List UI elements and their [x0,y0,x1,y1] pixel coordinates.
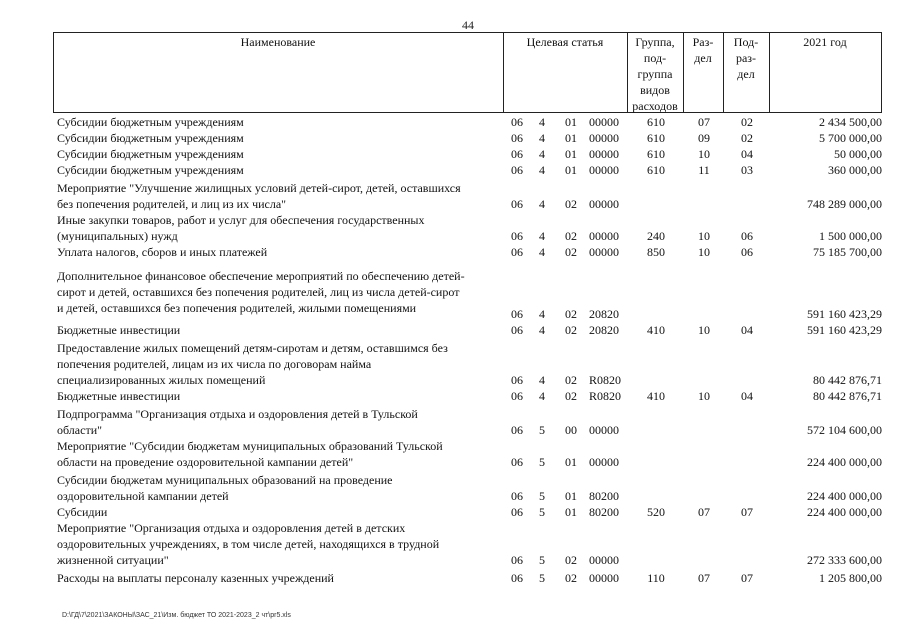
row-b: 4 [539,245,545,259]
row-a: 06 [511,423,523,437]
row-sec: 09 [698,131,710,145]
row-c: 01 [565,505,577,519]
row-c: 02 [565,553,577,567]
row-name [57,322,503,338]
row-grp: 110 [647,571,665,585]
row-name-line: Субсидии [57,505,108,519]
row-a: 06 [511,571,523,585]
row-a: 06 [511,489,523,503]
row-d: 00000 [589,115,619,129]
table-row [53,146,882,162]
row-a: 06 [511,197,523,211]
row-d: 00000 [589,423,619,437]
row-grp [629,340,683,392]
row-d: 00000 [589,571,619,585]
row-grp: 520 [647,505,665,519]
row-b: 5 [539,553,545,567]
row-grp: 610 [647,163,665,177]
table-top-border [53,32,882,33]
table-row [53,520,882,568]
row-sub [725,268,769,326]
row-grp: 410 [647,389,665,403]
row-name-line: оздоровительной кампании детей [57,489,229,503]
row-name-line: Иные закупки товаров, работ и услуг для обеспечения государственных [57,213,425,227]
row-grp [629,268,683,326]
row-sub [725,340,769,392]
row-amt: 1 500 000,00 [819,229,882,243]
table-row [53,114,882,130]
header-subsection: Под- раз- дел [733,35,759,81]
row-b: 4 [539,197,545,211]
row-d: 20820 [589,307,619,321]
row-name-line: области" [57,423,103,437]
row-name-line: области на проведение оздоровительной кампании детей" [57,455,354,469]
row-sub: 07 [741,505,753,519]
row-amt: 272 333 600,00 [807,553,882,567]
row-b: 4 [539,147,545,161]
row-sec: 10 [698,389,710,403]
row-b: 4 [539,163,545,177]
row-name [57,212,503,244]
row-name [57,520,503,568]
row-d: 00000 [589,147,619,161]
row-d: R0820 [589,373,622,387]
table-row [53,388,882,404]
header-name: Наименование [240,35,316,49]
row-name [57,406,503,438]
header-year: 2021 год [803,35,847,49]
page-number: 44 [462,18,474,32]
row-amt: 80 442 876,71 [813,389,882,403]
table-row [53,472,882,504]
row-name [57,570,503,586]
row-c: 01 [565,163,577,177]
row-d: 80200 [589,489,619,503]
header-section: Раз- дел [692,35,714,65]
row-name-line: (муниципальных) нужд [57,229,178,243]
row-amt: 591 160 423,29 [807,323,882,337]
row-name [57,388,503,404]
row-name-line: Бюджетные инвестиции [57,323,181,337]
row-grp: 610 [647,147,665,161]
row-d: 20820 [589,323,619,337]
row-name [57,146,503,162]
row-a: 06 [511,245,523,259]
row-name [57,162,503,178]
row-a: 06 [511,389,523,403]
row-sub: 06 [741,245,753,259]
row-name-line: специализированных жилых помещений [57,373,266,387]
row-sub [725,438,769,470]
row-name-line: Субсидии бюджетным учреждениям [57,147,244,161]
row-sec: 10 [698,147,710,161]
table-row [53,406,882,438]
row-grp: 610 [647,131,665,145]
row-sec [685,406,723,438]
row-sub: 04 [741,147,753,161]
row-sec: 10 [698,229,710,243]
row-name-line: оздоровительных учреждениях, в том числе детей, находящихся в трудной [57,537,440,551]
row-b: 4 [539,307,545,321]
row-name-line: Бюджетные инвестиции [57,389,181,403]
row-c: 01 [565,115,577,129]
row-name [57,268,503,322]
row-sec [685,268,723,326]
row-name-line: Дополнительное финансовое обеспечение мероприятий по обеспечению детей- [57,269,465,283]
row-name-line: Мероприятие "Организация отдыха и оздоровления детей в детских [57,521,406,535]
row-d: 00000 [589,553,619,567]
row-d: 00000 [589,163,619,177]
row-d: 00000 [589,229,619,243]
row-sec [685,472,723,504]
table-row [53,180,882,212]
row-name [57,130,503,146]
row-name-line: жизненной ситуации" [57,553,169,567]
row-amt: 748 289 000,00 [807,197,882,211]
row-name [57,504,503,520]
row-c: 02 [565,571,577,585]
row-sub: 07 [741,571,753,585]
row-amt: 2 434 500,00 [819,115,882,129]
row-sec: 07 [698,115,710,129]
row-name-line: Субсидии бюджетам муниципальных образований на проведение [57,473,393,487]
file-path-footer: D:\ГД\7\2021\ЗАКОНЫ\ЗАС_21\Изм. бюджет ТО 2021-2023_2 чт\pr5.xls [62,612,291,619]
row-c: 02 [565,229,577,243]
row-name-line: Мероприятие "Улучшение жилищных условий детей-сирот, детей, оставшихся [57,181,461,195]
row-b: 4 [539,323,545,337]
row-b: 4 [539,229,545,243]
row-amt: 50 000,00 [834,147,882,161]
row-b: 4 [539,115,545,129]
row-name-line: Уплата налогов, сборов и иных платежей [57,245,268,259]
row-a: 06 [511,553,523,567]
row-sec: 10 [698,323,710,337]
row-name-line: Субсидии бюджетным учреждениям [57,163,244,177]
row-c: 01 [565,489,577,503]
row-a: 06 [511,373,523,387]
row-name-line: и детей, оставшихся без попечения родителей, жилыми помещениями [57,301,417,315]
row-c: 01 [565,455,577,469]
row-sub: 06 [741,229,753,243]
row-c: 02 [565,373,577,387]
row-name [57,438,503,470]
row-name-line: Подпрограмма "Организация отдыха и оздоровления детей в Тульской [57,407,418,421]
row-name-line: Мероприятие "Субсидии бюджетам муниципальных образований Тульской [57,439,443,453]
header-group: Группа, под- группа видов расходов [632,35,678,113]
row-name [57,244,503,260]
header-target: Целевая статья [526,35,604,49]
row-d: 00000 [589,131,619,145]
row-b: 4 [539,373,545,387]
row-sub [725,406,769,438]
row-b: 5 [539,505,545,519]
row-name-line: попечения родителей, лицам из их числа по договорам найма [57,357,372,371]
row-c: 02 [565,197,577,211]
row-name-line: Субсидии бюджетным учреждениям [57,131,244,145]
row-d: 80200 [589,505,619,519]
row-name-line: Расходы на выплаты персоналу казенных учреждений [57,571,334,585]
row-b: 5 [539,455,545,469]
row-sub: 04 [741,389,753,403]
row-b: 5 [539,489,545,503]
row-grp [629,406,683,438]
row-a: 06 [511,147,523,161]
header-bottom-border [53,112,882,113]
row-a: 06 [511,505,523,519]
row-sec: 10 [698,245,710,259]
row-c: 01 [565,131,577,145]
row-d: 00000 [589,245,619,259]
row-amt: 591 160 423,29 [807,307,882,321]
row-a: 06 [511,229,523,243]
table-row [53,268,882,322]
row-sec [685,438,723,470]
row-amt: 224 400 000,00 [807,489,882,503]
row-name [57,180,503,212]
table-row [53,244,882,260]
row-sub: 03 [741,163,753,177]
row-sec: 07 [698,505,710,519]
row-b: 5 [539,571,545,585]
row-amt: 360 000,00 [828,163,882,177]
row-name-line: сирот и детей, оставшихся без попечения родителей, лиц из числа детей-сирот [57,285,460,299]
row-a: 06 [511,455,523,469]
row-a: 06 [511,131,523,145]
table-row [53,340,882,388]
row-grp [629,472,683,504]
row-b: 5 [539,423,545,437]
row-name [57,340,503,388]
row-a: 06 [511,307,523,321]
row-sub: 02 [741,115,753,129]
row-grp [629,180,683,212]
row-sec: 11 [698,163,710,177]
table-row [53,130,882,146]
table-row [53,162,882,178]
table-row [53,504,882,520]
row-c: 02 [565,307,577,321]
table-row [53,322,882,338]
col-border-right [881,32,882,112]
row-a: 06 [511,115,523,129]
row-grp: 850 [647,245,665,259]
row-amt: 75 185 700,00 [813,245,882,259]
row-c: 02 [565,323,577,337]
row-amt: 224 400 000,00 [807,455,882,469]
row-grp: 240 [647,229,665,243]
row-sec [685,340,723,392]
row-c: 02 [565,389,577,403]
row-sub: 04 [741,323,753,337]
table-row [53,438,882,470]
row-sub: 02 [741,131,753,145]
row-sub [725,180,769,212]
row-amt: 80 442 876,71 [813,373,882,387]
row-c: 00 [565,423,577,437]
row-sub [725,472,769,504]
row-grp: 610 [647,115,665,129]
row-grp: 410 [647,323,665,337]
row-amt: 1 205 800,00 [819,571,882,585]
row-name-line: Предоставление жилых помещений детям-сиротам и детям, оставшимся без [57,341,448,355]
row-b: 4 [539,389,545,403]
budget-table [53,32,882,632]
row-name-line: Субсидии бюджетным учреждениям [57,115,244,129]
row-grp [629,520,683,572]
row-sec [685,520,723,572]
row-c: 01 [565,147,577,161]
row-c: 02 [565,245,577,259]
row-amt: 5 700 000,00 [819,131,882,145]
row-amt: 224 400 000,00 [807,505,882,519]
row-sub [725,520,769,572]
row-amt: 572 104 600,00 [807,423,882,437]
row-sec: 07 [698,571,710,585]
table-row [53,570,882,586]
row-a: 06 [511,163,523,177]
row-name-line: без попечения родителей, и лиц из их числа" [57,197,287,211]
row-a: 06 [511,323,523,337]
row-sec [685,180,723,212]
row-d: R0820 [589,389,622,403]
row-name [57,472,503,504]
table-row [53,212,882,244]
row-name [57,114,503,130]
row-d: 00000 [589,197,619,211]
row-b: 4 [539,131,545,145]
row-d: 00000 [589,455,619,469]
row-grp [629,438,683,470]
